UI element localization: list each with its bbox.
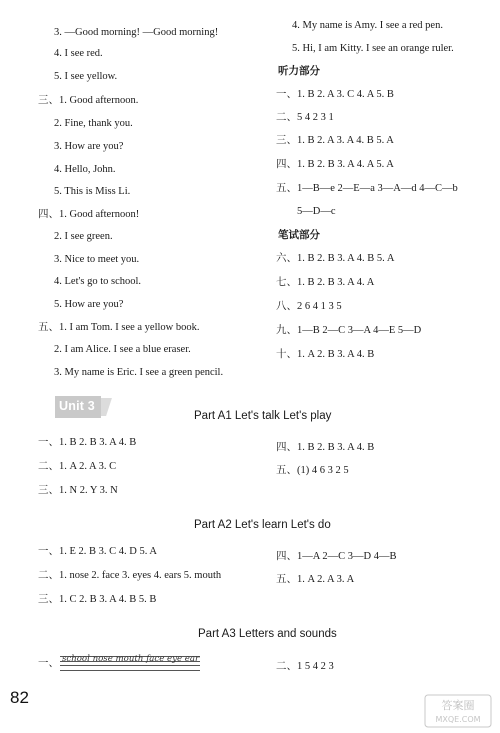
answer-line: 三、1. Good afternoon. — [38, 95, 139, 106]
answer-line: 六、1. B 2. B 3. A 4. B 5. A — [276, 253, 395, 264]
answer-line: 3. How are you? — [54, 141, 124, 152]
watermark-logo — [424, 694, 492, 728]
answer-line: 三、1. N 2. Y 3. N — [38, 485, 118, 496]
section-heading-written: 笔试部分 — [278, 229, 320, 241]
answer-line: 4. I see red. — [54, 48, 103, 59]
answer-line: 四、1. B 2. B 3. A 4. A 5. A — [276, 159, 394, 170]
section-heading-listening: 听力部分 — [278, 65, 320, 77]
answer-line: 二、5 4 2 3 1 — [276, 112, 334, 123]
answer-line: 3. My name is Eric. I see a green pencil. — [54, 367, 224, 378]
handwriting-lines — [60, 653, 200, 675]
answer-line: 七、1. B 2. B 3. A 4. A — [276, 277, 375, 288]
unit-badge-label: Unit 3 — [59, 399, 95, 413]
handwriting-words: school nose mouth face eye ear — [62, 654, 200, 664]
answer-line: 一、1. B 2. B 3. A 4. B — [38, 437, 137, 448]
svg-text:答案圈: 答案圈 — [441, 699, 475, 712]
answer-line: 五、1. I am Tom. I see a yellow book. — [38, 322, 200, 333]
answer-line: 2. Fine, thank you. — [54, 118, 133, 129]
part-a2-title: Part A2 Let's learn Let's do — [194, 519, 331, 531]
answer-line: 二、1 5 4 2 3 — [276, 661, 334, 672]
answer-line: 2. I am Alice. I see a blue eraser. — [54, 344, 191, 355]
answer-line: 四、1. Good afternoon! — [38, 209, 140, 220]
answer-line: 二、1. nose 2. face 3. eyes 4. ears 5. mouth — [38, 570, 222, 581]
answer-line: 五、1—B—e 2—E—a 3—A—d 4—C—b — [276, 183, 458, 194]
answer-line: 十、1. A 2. B 3. A 4. B — [276, 349, 375, 360]
svg-text:MXQE.COM: MXQE.COM — [435, 715, 481, 724]
answer-line: 3. Nice to meet you. — [54, 254, 140, 265]
answer-line: 5. This is Miss Li. — [54, 186, 131, 197]
answer-line: 五、1. A 2. A 3. A — [276, 574, 355, 585]
answer-line: 五、(1) 4 6 3 2 5 — [276, 465, 349, 476]
page-number: 82 — [10, 688, 29, 707]
answer-line: 4. My name is Amy. I see a red pen. — [292, 20, 443, 31]
answer-line: 4. Let's go to school. — [54, 276, 142, 287]
answer-line: 一、1. E 2. B 3. C 4. D 5. A — [38, 546, 158, 557]
answer-line: 三、1. C 2. B 3. A 4. B 5. B — [38, 594, 157, 605]
answer-line: 5. Hi, I am Kitty. I see an orange ruler. — [292, 43, 454, 54]
answer-line: 一、1. B 2. A 3. C 4. A 5. B — [276, 89, 394, 100]
part-a1-title: Part A1 Let's talk Let's play — [194, 410, 332, 422]
answer-line: 5. How are you? — [54, 299, 124, 310]
answer-line-prefix: 一、 — [38, 658, 59, 669]
answer-line: 九、1—B 2—C 3—A 4—E 5—D — [276, 325, 422, 336]
answer-line: 3. —Good morning! —Good morning! — [54, 27, 219, 38]
answer-line: 5—D—c — [297, 206, 336, 217]
answer-line: 5. I see yellow. — [54, 71, 118, 82]
answer-line: 四、1. B 2. B 3. A 4. B — [276, 442, 375, 453]
part-a3-title: Part A3 Letters and sounds — [198, 628, 337, 640]
answer-line: 八、2 6 4 1 3 5 — [276, 301, 342, 312]
answer-line: 2. I see green. — [54, 231, 113, 242]
answer-line: 四、1—A 2—C 3—D 4—B — [276, 551, 397, 562]
answer-line: 三、1. B 2. A 3. A 4. B 5. A — [276, 135, 394, 146]
answer-line: 二、1. A 2. A 3. C — [38, 461, 117, 472]
answer-line: 4. Hello, John. — [54, 164, 116, 175]
unit-badge — [55, 396, 109, 418]
